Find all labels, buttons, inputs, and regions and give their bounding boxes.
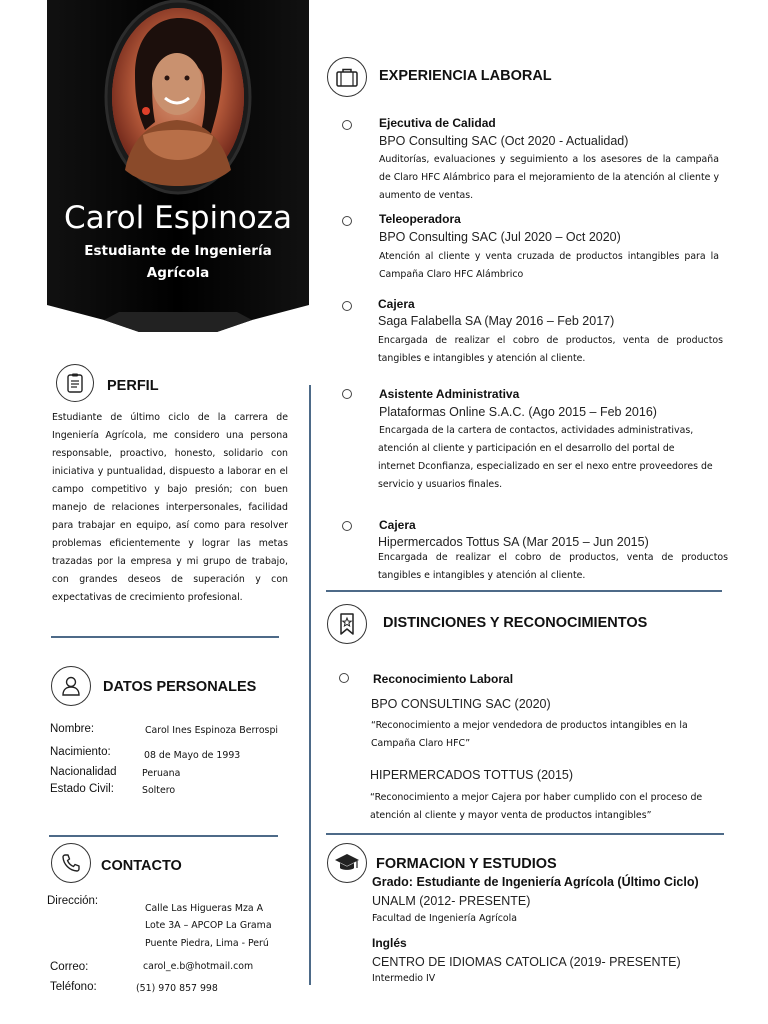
timeline-bullet	[342, 120, 352, 130]
estado-value: Soltero	[142, 785, 176, 796]
estado-label: Estado Civil:	[50, 783, 114, 795]
nombre-label: Nombre:	[50, 723, 95, 735]
idioma-centro: CENTRO DE IDIOMAS CATOLICA (2019- PRESENTE)	[372, 955, 681, 969]
subtitle-line: Agrícola	[146, 265, 210, 281]
facultad-name: Facultad de Ingeniería Agrícola	[372, 913, 518, 924]
contacto-heading: CONTACTO	[101, 858, 182, 874]
nacionalidad-label: Nacionalidad	[50, 766, 117, 778]
award-title: Reconocimiento Laboral	[373, 672, 514, 686]
perfil-heading: PERFIL	[107, 378, 159, 394]
universidad-name: UNALM (2012- PRESENTE)	[372, 894, 531, 908]
candidate-subtitle	[70, 240, 286, 284]
direccion-line: Puente Piedra, Lima - Perú	[145, 938, 269, 949]
distinciones-heading: DISTINCIONES Y RECONOCIMIENTOS	[383, 615, 648, 631]
header-banner	[47, 0, 309, 335]
job-company: Plataformas Online S.A.C. (Ago 2015 – Feb 2016)	[379, 405, 657, 419]
experiencia-heading: EXPERIENCIA LABORAL	[379, 68, 552, 84]
direccion-line: Calle Las Higueras Mza A	[145, 903, 264, 914]
job-description-line: atención al cliente y participación en el desarrollo del portal de	[378, 443, 675, 454]
telefono-value: (51) 970 857 998	[136, 983, 218, 994]
job-company: Saga Falabella SA (May 2016 – Feb 2017)	[378, 314, 615, 328]
job-description	[378, 422, 723, 494]
timeline-bullet	[339, 673, 349, 683]
direccion-label: Dirección:	[47, 895, 99, 907]
job-title: Teleoperadora	[379, 212, 461, 226]
idioma-title: Inglés	[372, 936, 407, 950]
job-description: Auditorías, evaluaciones y seguimiento a los asesores de la campaña de Claro HFC Alámbrico para el mejoramiento de la atención al cliente y aumento de ventas.	[379, 154, 719, 201]
award-quote: “Reconocimiento a mejor vendedora de productos intangibles en la Campaña Claro HFC”	[371, 720, 688, 749]
job-description-line: internet Dconfianza, especializado en ser el nexo entre proveedores de	[378, 461, 713, 472]
timeline-bullet	[342, 521, 352, 531]
candidate-name: Carol Espinoza	[63, 200, 293, 236]
job-company: Hipermercados Tottus SA (Mar 2015 – Jun 2015)	[378, 535, 649, 549]
job-description-line: servicio y usuarios finales.	[378, 479, 503, 490]
section-divider	[51, 636, 279, 638]
job-description-line: Encargada de la cartera de contactos, actividades administrativas,	[379, 425, 694, 436]
job-description: Encargada de realizar el cobro de productos, venta de productos tangibles e intangibles y atención al cliente.	[378, 552, 728, 581]
user-icon	[51, 666, 91, 706]
nacimiento-label: Nacimiento:	[50, 746, 111, 758]
perfil-text: Estudiante de último ciclo de la carrera de Ingeniería Agrícola, me considero una persona responsable, proactivo, honesto, solidario con iniciativa y puntualidad, dispuesto a laborar en el campo competitivo y bajo presión; con buen manejo de relaciones interpersonales, facilidad para trabajar en equipo, así como para resolver problemas eficientemente y lograr las metas trazadas por la empresa y mi grupo de trabajo, con grandes deseos de superación y con expectativas de crecimiento profesional.	[52, 412, 288, 603]
graduation-cap-icon	[327, 843, 367, 883]
award-org: BPO CONSULTING SAC (2020)	[371, 697, 551, 711]
job-company: BPO Consulting SAC (Oct 2020 - Actualidad)	[379, 134, 629, 148]
award-quote: “Reconocimiento a mejor Cajera por haber cumplido con el proceso de atención al cliente y mayor venta de productos intangibles”	[370, 792, 703, 821]
nacimiento-value: 08 de Mayo de 1993	[144, 750, 241, 761]
correo-value[interactable]: carol_e.b@hotmail.com	[143, 961, 254, 972]
phone-icon	[51, 843, 91, 883]
telefono-label: Teléfono:	[50, 981, 97, 993]
job-description: Encargada de realizar el cobro de productos, venta de productos tangibles e intangibles y atención al cliente.	[378, 335, 723, 364]
nacionalidad-value: Peruana	[142, 768, 181, 779]
nombre-value: Carol Ines Espinoza Berrospi	[145, 725, 278, 736]
section-divider	[326, 833, 724, 835]
job-title: Cajera	[378, 297, 415, 311]
section-divider	[326, 590, 722, 592]
timeline-bullet	[342, 389, 352, 399]
column-divider	[309, 385, 311, 985]
bookmark-star-icon	[327, 604, 367, 644]
idioma-nivel: Intermedio IV	[372, 973, 436, 984]
direccion-line: Lote 3A – APCOP La Grama	[145, 920, 272, 931]
job-title: Cajera	[379, 518, 416, 532]
section-divider	[49, 835, 278, 837]
award-org: HIPERMERCADOS TOTTUS (2015)	[370, 768, 574, 782]
datos-heading: DATOS PERSONALES	[103, 679, 257, 695]
timeline-bullet	[342, 216, 352, 226]
clipboard-icon	[56, 364, 94, 402]
job-title: Ejecutiva de Calidad	[379, 116, 496, 130]
job-title: Asistente Administrativa	[379, 387, 520, 401]
subtitle-line: Estudiante de Ingeniería	[84, 243, 272, 259]
briefcase-icon	[327, 57, 367, 97]
grado-title: Grado: Estudiante de Ingeniería Agrícola (Último Ciclo)	[372, 875, 699, 889]
timeline-bullet	[342, 301, 352, 311]
job-company: BPO Consulting SAC (Jul 2020 – Oct 2020)	[379, 230, 621, 244]
correo-label: Correo:	[50, 961, 89, 973]
job-description: Atención al cliente y venta cruzada de productos intangibles para la Campaña Claro HFC Alámbrico	[379, 251, 719, 280]
formacion-heading: FORMACION Y ESTUDIOS	[376, 856, 557, 872]
